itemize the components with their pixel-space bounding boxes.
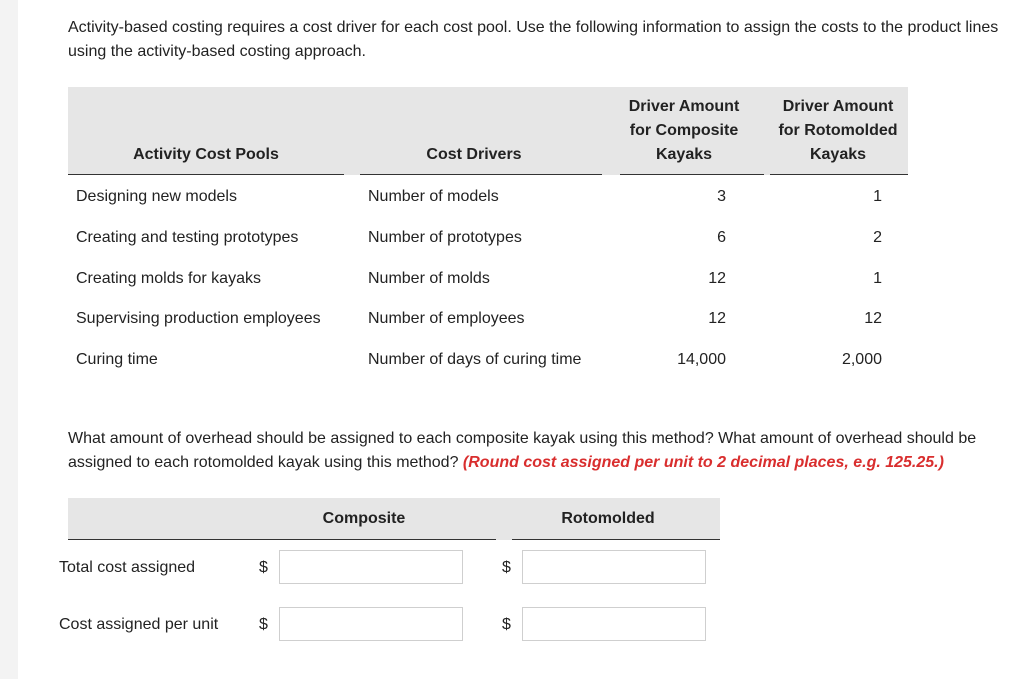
answer-header-rotomolded bbox=[496, 498, 720, 540]
divider bbox=[620, 174, 764, 175]
rounding-instruction: (Round cost assigned per unit to 2 decimal places, e.g. 125.25.) bbox=[462, 454, 944, 471]
row-3-pool: Creating molds for kayaks bbox=[76, 270, 261, 287]
divider bbox=[770, 174, 908, 175]
row-2-pool: Creating and testing prototypes bbox=[76, 229, 299, 246]
row-1-composite: 3 bbox=[717, 188, 726, 205]
activity-table-header bbox=[68, 87, 908, 175]
divider bbox=[68, 539, 496, 540]
row-3-driver: Number of molds bbox=[368, 270, 490, 287]
header-cost-drivers: Cost Drivers bbox=[426, 146, 522, 163]
row-1-roto: 1 bbox=[873, 188, 882, 205]
header-activity-cost-pools: Activity Cost Pools bbox=[133, 146, 279, 163]
row-2-driver: Number of prototypes bbox=[368, 229, 522, 246]
header-driver-amount-rotomolded: Driver Amount for Rotomolded Kayaks bbox=[778, 98, 898, 163]
divider bbox=[68, 174, 344, 175]
row-4-pool: Supervising production employees bbox=[76, 310, 321, 327]
row-4-roto: 12 bbox=[864, 310, 882, 327]
composite-total-cost-input[interactable] bbox=[279, 550, 463, 584]
intro-text: Activity-based costing requires a cost driver for each cost pool. Use the following information to assign the costs to the product lines using the activity-based costing approach. bbox=[68, 19, 999, 60]
row-1-driver: Number of models bbox=[368, 188, 499, 205]
divider bbox=[512, 539, 720, 540]
dollar-sign: $ bbox=[259, 616, 268, 633]
row-1-pool: Designing new models bbox=[76, 188, 237, 205]
row-2-composite: 6 bbox=[717, 229, 726, 246]
divider bbox=[360, 174, 602, 175]
row-5-pool: Curing time bbox=[76, 351, 158, 368]
total-cost-label: Total cost assigned bbox=[59, 559, 196, 576]
dollar-sign: $ bbox=[502, 559, 511, 576]
rotomolded-header-label: Rotomolded bbox=[561, 510, 655, 527]
row-3-roto: 1 bbox=[873, 270, 882, 287]
row-5-driver: Number of days of curing time bbox=[368, 351, 582, 368]
question-text: What amount of overhead should be assigned to each composite kayak using this method? What amount of overhead should be assigned to each rotomolded kayak using this method? (Round cost assigned per unit to 2 decimal places, e.g. 125.25.) bbox=[68, 430, 977, 471]
dollar-sign: $ bbox=[259, 559, 268, 576]
problem-page bbox=[18, 0, 1024, 679]
composite-per-unit-input[interactable] bbox=[279, 607, 463, 641]
composite-header-label: Composite bbox=[322, 510, 406, 527]
row-4-composite: 12 bbox=[708, 310, 726, 327]
dollar-sign: $ bbox=[502, 616, 511, 633]
row-4-driver: Number of employees bbox=[368, 310, 525, 327]
answer-header-composite bbox=[68, 498, 496, 540]
header-driver-amount-composite: Driver Amount for Composite Kayaks bbox=[628, 98, 740, 163]
row-3-composite: 12 bbox=[708, 270, 726, 287]
rotomolded-per-unit-input[interactable] bbox=[522, 607, 706, 641]
row-5-roto: 2,000 bbox=[841, 351, 882, 368]
row-5-composite: 14,000 bbox=[677, 351, 726, 368]
row-2-roto: 2 bbox=[873, 229, 882, 246]
rotomolded-total-cost-input[interactable] bbox=[522, 550, 706, 584]
cost-per-unit-label: Cost assigned per unit bbox=[59, 616, 219, 633]
